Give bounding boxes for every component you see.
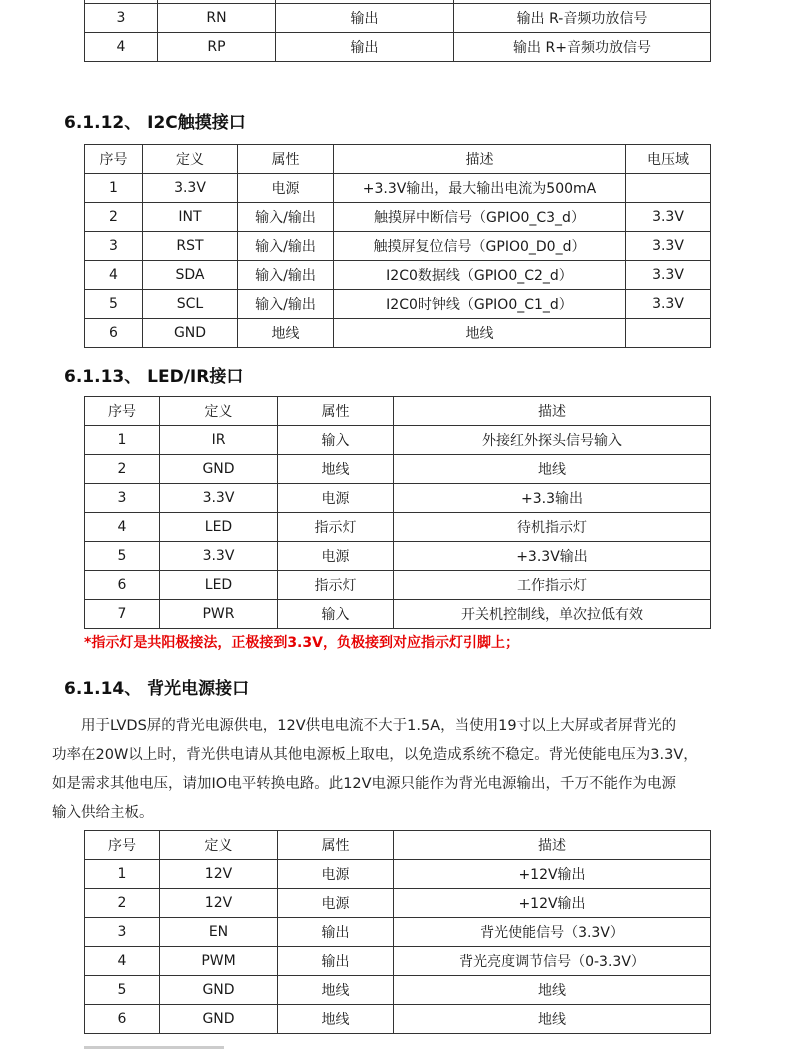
- section-title-backlight: 6.1.14、 背光电源接口: [64, 679, 250, 699]
- table-cell: 5: [85, 542, 160, 571]
- table-cell: 5: [85, 290, 143, 319]
- table-cell: GND: [160, 455, 278, 484]
- backlight-pin-table-body: [85, 860, 711, 1034]
- header-cell: 序号: [85, 831, 160, 860]
- backlight-description-line: 功率在20W以上时，背光供电请从其他电源板上取电，以免造成系统不稳定。背光使能电压为3.3V，: [52, 747, 698, 763]
- table-cell: 地线: [278, 976, 394, 1005]
- table-cell: 3: [85, 484, 160, 513]
- backlight-pin-table: [84, 830, 711, 1034]
- table-cell: 电源: [238, 174, 334, 203]
- header-row: [85, 397, 711, 426]
- table-row: [85, 33, 711, 62]
- table-row: [85, 571, 711, 600]
- header-cell: 定义: [160, 831, 278, 860]
- table-cell: 待机指示灯: [394, 513, 711, 542]
- led-wiring-note: *指示灯是共阳极接法，正极接到3.3V，负极接到对应指示灯引脚上；: [84, 635, 519, 651]
- table-row: [85, 484, 711, 513]
- backlight-description: [52, 712, 764, 828]
- table-cell: 输入: [278, 600, 394, 629]
- table-cell: PWM: [160, 947, 278, 976]
- table-cell: 地线: [334, 319, 626, 348]
- table-cell: 2: [85, 203, 143, 232]
- table-row: [85, 455, 711, 484]
- table-cell: GND: [160, 976, 278, 1005]
- table-cell: 6: [85, 1005, 160, 1034]
- table-cell: 3.3V: [626, 290, 711, 319]
- table-cell: RP: [158, 33, 276, 62]
- table-cell: 输入/输出: [238, 203, 334, 232]
- table-row: [85, 261, 711, 290]
- table-row: [85, 889, 711, 918]
- i2c-pin-table: [84, 144, 711, 348]
- table-cell: 7: [85, 600, 160, 629]
- table-cell: 输入/输出: [238, 261, 334, 290]
- table-cell: 6: [85, 319, 143, 348]
- table-cell: 电源: [278, 484, 394, 513]
- table-cell: 地线: [394, 1005, 711, 1034]
- backlight-description-line: 用于LVDS屏的背光电源供电，12V供电电流不大于1.5A，当使用19寸以上大屏或者屏背光的: [81, 718, 677, 734]
- table-cell: 2: [85, 889, 160, 918]
- table-cell: 12V: [160, 889, 278, 918]
- table-cell: INT: [143, 203, 238, 232]
- table-cell: +12V输出: [394, 860, 711, 889]
- header-cell: 序号: [85, 145, 143, 174]
- header-cell: 电压域: [626, 145, 711, 174]
- led-ir-pin-table-header: [85, 397, 711, 426]
- table-cell: 2: [85, 455, 160, 484]
- table-row: [85, 860, 711, 889]
- table-cell: 4: [85, 513, 160, 542]
- led-ir-pin-table: [84, 396, 711, 629]
- table-cell: 指示灯: [278, 513, 394, 542]
- table-row: [85, 1005, 711, 1034]
- table-row: [85, 947, 711, 976]
- header-cell: 属性: [238, 145, 334, 174]
- table-cell: PWR: [160, 600, 278, 629]
- table-cell: 1: [85, 860, 160, 889]
- header-cell: 定义: [143, 145, 238, 174]
- i2c-pin-table-header: [85, 145, 711, 174]
- table-cell: 地线: [394, 455, 711, 484]
- table-cell: 输入: [278, 426, 394, 455]
- table-cell: 输出 R-音频功放信号: [454, 4, 711, 33]
- table-cell: 背光亮度调节信号（0-3.3V）: [394, 947, 711, 976]
- table-row: [85, 600, 711, 629]
- table-cell: GND: [143, 319, 238, 348]
- table-row: [85, 319, 711, 348]
- table-row: [85, 426, 711, 455]
- table-row: [85, 290, 711, 319]
- table-cell: 4: [85, 33, 158, 62]
- table-cell: I2C0数据线（GPIO0_C2_d）: [334, 261, 626, 290]
- table-row: [85, 976, 711, 1005]
- table-row: [85, 4, 711, 33]
- table-row: [85, 174, 711, 203]
- table-cell: 外接红外探头信号输入: [394, 426, 711, 455]
- backlight-pin-table-header: [85, 831, 711, 860]
- header-cell: 定义: [160, 397, 278, 426]
- table-cell: 4: [85, 947, 160, 976]
- table-cell: 开关机控制线，单次拉低有效: [394, 600, 711, 629]
- table-cell: 3.3V: [160, 484, 278, 513]
- table-cell: 输出 R+音频功放信号: [454, 33, 711, 62]
- table-row: [85, 232, 711, 261]
- header-cell: 描述: [334, 145, 626, 174]
- table-cell: 4: [85, 261, 143, 290]
- led-ir-pin-table-body: [85, 426, 711, 629]
- backlight-description-line: 如是需求其他电压，请加IO电平转换电路。此12V电源只能作为背光电源输出，千万不能作为电源: [52, 776, 677, 792]
- table-cell: 地线: [278, 455, 394, 484]
- table-cell: GND: [160, 1005, 278, 1034]
- table-cell: [626, 174, 711, 203]
- table-cell: SCL: [143, 290, 238, 319]
- table-cell: 3.3V: [626, 203, 711, 232]
- table-cell: +3.3V输出: [394, 542, 711, 571]
- audio-pin-table: [84, 0, 711, 62]
- header-cell: 描述: [394, 831, 711, 860]
- table-cell: 输入/输出: [238, 290, 334, 319]
- table-row: [85, 918, 711, 947]
- table-cell: 输出: [278, 947, 394, 976]
- table-cell: 输出: [278, 918, 394, 947]
- header-cell: 描述: [394, 397, 711, 426]
- table-cell: RN: [158, 4, 276, 33]
- table-cell: 指示灯: [278, 571, 394, 600]
- table-cell: 5: [85, 976, 160, 1005]
- table-cell: 背光使能信号（3.3V）: [394, 918, 711, 947]
- table-row: [85, 203, 711, 232]
- table-cell: 3.3V: [160, 542, 278, 571]
- table-cell: 1: [85, 426, 160, 455]
- audio-pin-table-body: [85, 0, 711, 62]
- table-cell: 电源: [278, 889, 394, 918]
- table-cell: 6: [85, 571, 160, 600]
- backlight-description-line: 输入供给主板。: [52, 805, 154, 821]
- table-cell: 3: [85, 4, 158, 33]
- table-cell: 电源: [278, 542, 394, 571]
- table-cell: 触摸屏复位信号（GPIO0_D0_d）: [334, 232, 626, 261]
- table-cell: +3.3输出: [394, 484, 711, 513]
- table-cell: 电源: [278, 860, 394, 889]
- table-cell: 3.3V: [143, 174, 238, 203]
- table-cell: 3.3V: [626, 261, 711, 290]
- table-row: [85, 513, 711, 542]
- table-cell: EN: [160, 918, 278, 947]
- table-cell: +3.3V输出，最大输出电流为500mA: [334, 174, 626, 203]
- table-cell: SDA: [143, 261, 238, 290]
- section-title-i2c: 6.1.12、 I2C触摸接口: [64, 113, 246, 133]
- section-title-led-ir: 6.1.13、 LED/IR接口: [64, 367, 244, 387]
- table-cell: 地线: [394, 976, 711, 1005]
- table-cell: I2C0时钟线（GPIO0_C1_d）: [334, 290, 626, 319]
- table-cell: 3.3V: [626, 232, 711, 261]
- header-cell: 属性: [278, 831, 394, 860]
- table-cell: 地线: [278, 1005, 394, 1034]
- header-row: [85, 145, 711, 174]
- table-cell: +12V输出: [394, 889, 711, 918]
- table-cell: LED: [160, 571, 278, 600]
- table-cell: IR: [160, 426, 278, 455]
- table-cell: LED: [160, 513, 278, 542]
- table-cell: [626, 319, 711, 348]
- table-cell: 工作指示灯: [394, 571, 711, 600]
- header-cell: 序号: [85, 397, 160, 426]
- table-cell: 3: [85, 232, 143, 261]
- table-cell: 触摸屏中断信号（GPIO0_C3_d）: [334, 203, 626, 232]
- table-cell: 地线: [238, 319, 334, 348]
- table-cell: 输出: [276, 4, 454, 33]
- header-row: [85, 831, 711, 860]
- table-cell: RST: [143, 232, 238, 261]
- table-cell: 12V: [160, 860, 278, 889]
- i2c-pin-table-body: [85, 174, 711, 348]
- table-cell: 输入/输出: [238, 232, 334, 261]
- table-cell: 输出: [276, 33, 454, 62]
- table-row: [85, 542, 711, 571]
- table-cell: 3: [85, 918, 160, 947]
- table-cell: 1: [85, 174, 143, 203]
- header-cell: 属性: [278, 397, 394, 426]
